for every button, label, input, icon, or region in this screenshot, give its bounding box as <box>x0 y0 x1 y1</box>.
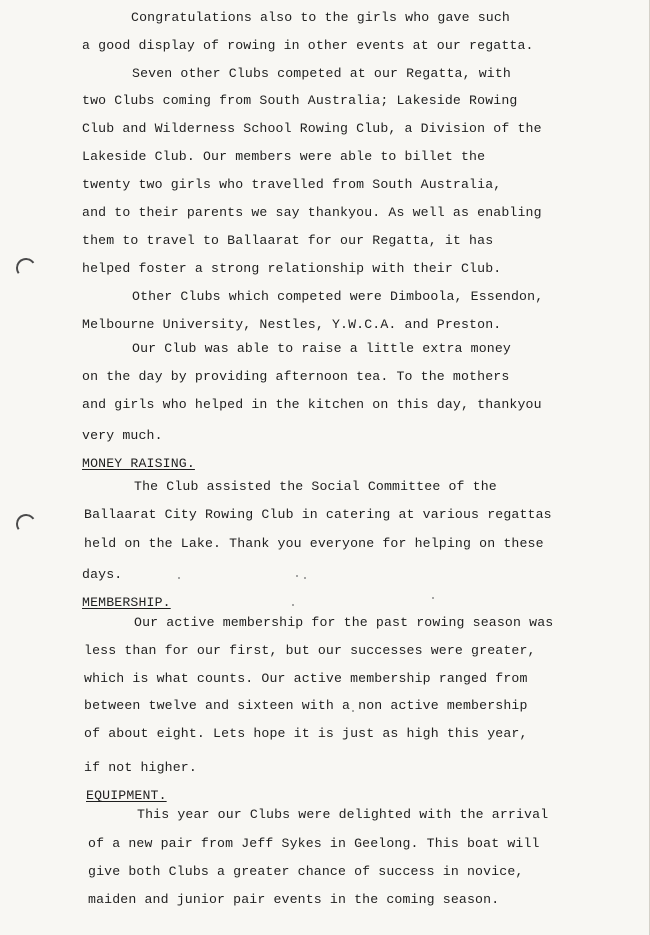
text-line: Seven other Clubs competed at our Regatta, with <box>132 66 511 81</box>
text-line: very much. <box>82 428 163 443</box>
text-line: them to travel to Ballaarat for our Regatta, it has <box>82 233 494 248</box>
text-line: held on the Lake. Thank you everyone for helping on these <box>84 536 544 551</box>
text-line: give both Clubs a greater chance of success in novice, <box>88 864 524 879</box>
ink-speck <box>178 577 180 579</box>
text-line: and girls who helped in the kitchen on this day, thankyou <box>82 397 542 412</box>
ink-speck <box>296 575 298 577</box>
text-line: which is what counts. Our active membership ranged from <box>84 671 528 686</box>
text-line: Melbourne University, Nestles, Y.W.C.A. and Preston. <box>82 317 502 332</box>
text-line: The Club assisted the Social Committee of the <box>134 479 497 494</box>
text-line: Congratulations also to the girls who gave such <box>131 10 510 25</box>
punch-hole-mark <box>14 512 37 535</box>
text-line: days. <box>82 567 123 582</box>
text-line: Other Clubs which competed were Dimboola, Essendon, <box>132 289 544 304</box>
text-line: This year our Clubs were delighted with the arrival <box>137 807 549 822</box>
section-heading-equipment: EQUIPMENT. <box>86 788 167 803</box>
text-line: helped foster a strong relationship with their Club. <box>82 261 502 276</box>
ink-speck <box>304 577 306 579</box>
text-line: between twelve and sixteen with a non active membership <box>84 698 528 713</box>
text-line: a good display of rowing in other events at our regatta. <box>82 38 534 53</box>
section-heading-membership: MEMBERSHIP. <box>82 595 171 610</box>
text-line: two Clubs coming from South Australia; Lakeside Rowing <box>82 93 518 108</box>
text-line: Our active membership for the past rowing season was <box>134 615 554 630</box>
text-line: twenty two girls who travelled from South Australia, <box>82 177 502 192</box>
text-line: on the day by providing afternoon tea. To the mothers <box>82 369 510 384</box>
ink-speck <box>432 597 434 599</box>
text-line: maiden and junior pair events in the coming season. <box>88 892 500 907</box>
text-line: Ballaarat City Rowing Club in catering at various regattas <box>84 507 552 522</box>
text-line: Club and Wilderness School Rowing Club, a Division of the <box>82 121 542 136</box>
text-line: Lakeside Club. Our members were able to billet the <box>82 149 486 164</box>
text-line: Our Club was able to raise a little extra money <box>132 341 511 356</box>
text-line: of about eight. Lets hope it is just as high this year, <box>84 726 528 741</box>
ink-speck <box>292 604 294 606</box>
punch-hole-mark <box>14 256 37 279</box>
text-line: of a new pair from Jeff Sykes in Geelong. This boat will <box>88 836 540 851</box>
text-line: if not higher. <box>84 760 197 775</box>
text-line: and to their parents we say thankyou. As well as enabling <box>82 205 542 220</box>
section-heading-money-raising: MONEY RAISING. <box>82 456 195 471</box>
text-line: less than for our first, but our successes were greater, <box>84 643 536 658</box>
